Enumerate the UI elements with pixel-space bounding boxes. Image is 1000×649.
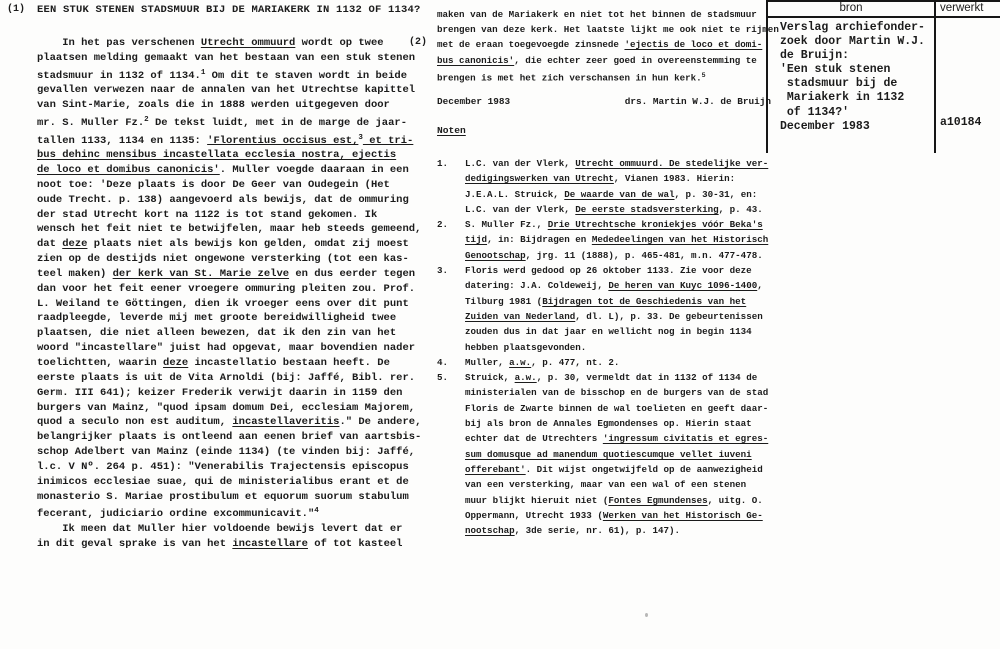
text-segment: dat bbox=[37, 238, 63, 251]
archive-code: a10184 bbox=[940, 116, 982, 129]
text-line bbox=[37, 415, 421, 430]
notes-list bbox=[437, 156, 768, 538]
text-line bbox=[780, 35, 934, 49]
text-segment: . Muller voegde daaraan in een bbox=[219, 164, 409, 177]
text-line bbox=[37, 430, 421, 445]
text-line bbox=[37, 208, 421, 223]
text-line bbox=[465, 324, 763, 339]
text-line bbox=[437, 37, 779, 52]
text-segment: Drie Utrechtsche kroniekjes vóór Beka's bbox=[547, 219, 763, 231]
text-segment: zien op de destijds niet ongewone versterking (tot een kas- bbox=[37, 253, 409, 266]
text-line bbox=[465, 294, 763, 309]
stamp-header-verwerkt: verwerkt bbox=[940, 2, 984, 14]
text-segment: Utrecht ommuurd. De stedelijke ver- bbox=[575, 158, 769, 169]
text-line bbox=[465, 493, 768, 508]
text-line bbox=[37, 148, 421, 163]
text-segment: mr. S. Muller Fz. bbox=[37, 116, 145, 129]
text-segment: noot toe: 'Deze plaats is door De Geer van Oudegein (Het bbox=[37, 178, 390, 191]
text-segment: oude Trecht. p. 138) aangevoerd als bewijs, dat de ommuring bbox=[37, 193, 409, 206]
text-segment: , Vianen 1983. Hierin: bbox=[613, 173, 736, 185]
text-segment: Floris werd gedood op 26 oktober 1133. Zie voor deze bbox=[465, 265, 752, 277]
text-segment: , in: Bijdragen en bbox=[487, 234, 592, 246]
text-line bbox=[37, 356, 421, 371]
note-text bbox=[465, 263, 763, 355]
text-line bbox=[465, 447, 768, 462]
footnote-ref: 2 bbox=[144, 115, 149, 124]
text-segment: dedigingswerken van Utrecht bbox=[465, 173, 614, 185]
text-segment: brengen is met het zich verschansen in hun kerk. bbox=[437, 72, 702, 84]
text-segment: fecerant, judiciario ordine excommunicavit." bbox=[37, 508, 315, 521]
text-segment: zoek door Martin W.J. bbox=[780, 35, 925, 49]
text-segment: inimicos ecclesiae suae, qui de ministerialibus erant et de bbox=[37, 475, 409, 488]
text-line bbox=[465, 462, 768, 477]
text-line bbox=[465, 431, 768, 446]
text-line bbox=[37, 297, 421, 312]
text-segment: , p. 30-31, en: bbox=[674, 188, 758, 200]
text-line bbox=[465, 370, 768, 385]
text-line bbox=[37, 267, 421, 282]
text-line bbox=[37, 163, 421, 178]
text-segment: woord "incastellare" juist had opgevat, maar bovendien nader bbox=[37, 342, 416, 355]
text-line bbox=[465, 232, 768, 247]
text-segment: gevallen verwezen naar de annalen van het Utrechtse kapittel bbox=[37, 84, 416, 97]
text-segment: Tilburg 1981 ( bbox=[465, 295, 543, 307]
text-segment: , bbox=[757, 280, 763, 292]
text-segment: Germ. III 641); keizer Frederik verwijt daarin in 1159 den bbox=[37, 386, 403, 399]
text-segment: tijd bbox=[465, 234, 488, 246]
text-line bbox=[437, 7, 779, 22]
text-line bbox=[37, 193, 421, 208]
text-line bbox=[37, 460, 421, 475]
text-segment: In het pas verschenen bbox=[37, 37, 201, 49]
text-line bbox=[780, 63, 934, 77]
text-line bbox=[780, 91, 934, 105]
text-line bbox=[37, 445, 421, 460]
text-segment: der stad Utrecht kort na 1122 is tot stand gekomen. Ik bbox=[37, 208, 378, 221]
text-segment: , p. 43. bbox=[718, 203, 763, 215]
text-line bbox=[465, 385, 768, 400]
note-item bbox=[437, 217, 768, 263]
column-marker-1: (1) bbox=[7, 4, 26, 15]
text-segment: toelichtten, waarin bbox=[37, 357, 164, 370]
text-segment: incastellaveritis bbox=[232, 416, 340, 429]
text-segment: l.c. V Nº. 264 p. 451): "Venerabilis Trajectensis episcopus bbox=[37, 460, 409, 473]
note-number: 5. bbox=[437, 372, 449, 384]
text-segment: en dus eerder tegen bbox=[289, 267, 416, 280]
text-segment: Struick, bbox=[465, 372, 515, 384]
text-segment: met de eraan toegevoegde zinsnede bbox=[437, 39, 625, 51]
text-line bbox=[37, 282, 421, 297]
notes-heading: Noten bbox=[437, 125, 466, 136]
footnote-ref: 4 bbox=[314, 507, 319, 516]
text-segment: Verslag archiefonder- bbox=[780, 21, 925, 34]
text-segment: wensch het feit niet te betwijfelen, maar heb steeds gemeend, bbox=[37, 223, 422, 236]
text-line bbox=[465, 416, 768, 431]
byline-row bbox=[437, 96, 771, 107]
text-segment: Mededeelingen van het Historisch bbox=[591, 234, 769, 246]
text-segment: ministerialen van de bisschop en de burgers van de stad bbox=[465, 387, 769, 399]
note-number: 3. bbox=[437, 265, 449, 277]
footnote-ref: 1 bbox=[200, 68, 206, 77]
text-line bbox=[37, 537, 421, 552]
text-segment: De tekst luidt, met in de marge de jaar- bbox=[148, 116, 407, 129]
text-line bbox=[37, 51, 421, 66]
text-segment: De eerste stadsversterking bbox=[575, 203, 719, 215]
text-line bbox=[37, 222, 421, 237]
text-line bbox=[37, 66, 421, 84]
text-segment: in dit geval sprake is van het bbox=[37, 537, 233, 550]
text-segment: Om dit te staven wordt in beide bbox=[205, 69, 407, 82]
text-line bbox=[780, 49, 934, 63]
text-line bbox=[37, 131, 421, 149]
text-segment: ." De andere, bbox=[339, 416, 422, 429]
text-line bbox=[37, 178, 421, 193]
text-segment: de loco et domibus canonicis' bbox=[37, 164, 220, 177]
stamp-cell-bron bbox=[768, 18, 936, 153]
text-segment: belangrijker plaats is ontleend aan eenen brief van aartsbis- bbox=[37, 431, 422, 444]
text-segment: zouden dus in dat jaar en wellicht nog in begin 1134 bbox=[465, 326, 752, 338]
text-line bbox=[465, 309, 763, 324]
text-segment: S. Muller Fz., bbox=[465, 219, 548, 231]
text-line bbox=[465, 263, 763, 278]
note-text bbox=[465, 217, 768, 263]
text-segment: dan voor het feit eener vroegere ommuring pleiten zou. Prof. bbox=[37, 282, 416, 295]
article-date: December 1983 bbox=[437, 96, 511, 107]
text-segment: plaats niet als bewijs kon gelden, omdat zij moest bbox=[87, 238, 409, 251]
note-number: 1. bbox=[437, 158, 449, 169]
text-segment: L.C. van der Vlerk, bbox=[465, 203, 576, 215]
text-segment: Fontes Egmundenses bbox=[608, 494, 708, 506]
text-segment: de Bruijn: bbox=[780, 49, 850, 63]
text-segment: van een versterking, maar van een wal of een stenen bbox=[465, 479, 747, 491]
text-line bbox=[780, 21, 934, 35]
note-item bbox=[437, 370, 768, 538]
text-segment: , p. 477, nt. 2. bbox=[531, 356, 620, 368]
scan-artifact bbox=[645, 613, 648, 617]
text-segment: J.E.A.L. Struick, bbox=[465, 188, 565, 200]
text-segment: et tri- bbox=[362, 134, 414, 147]
text-line bbox=[37, 252, 421, 267]
text-segment: L.C. van der Vlerk, bbox=[465, 158, 576, 169]
text-segment: De heren van Kuyc 1096-1400 bbox=[608, 280, 758, 292]
text-segment: stadsmuur in 1132 of 1134. bbox=[37, 69, 201, 82]
text-segment: . Dit wijst ongetwijfeld op de aanwezigheid bbox=[525, 463, 763, 475]
text-segment: eerste plaats is uit de Vita Arnoldi (bij: Jaffé, Bibl. rer. bbox=[37, 371, 416, 384]
text-segment: Floris de Zwarte binnen de wal toelieten en geeft daar- bbox=[465, 402, 769, 414]
text-line bbox=[437, 53, 779, 68]
article-author: drs. Martin W.J. de Bruijn bbox=[624, 96, 771, 107]
stamp-table-header-row bbox=[768, 2, 1000, 18]
text-line bbox=[37, 522, 421, 537]
text-line bbox=[37, 386, 421, 401]
text-segment: sum domusque ad manendum quotiescumque vellet iuveni bbox=[465, 448, 752, 460]
text-segment: , 3de serie, nr. 61), p. 147). bbox=[514, 525, 681, 537]
text-segment: plaatsen, die niet alleen bewezen, dat ik den zin van het bbox=[37, 327, 397, 340]
text-segment: Zuiden van Nederland bbox=[465, 310, 576, 322]
text-segment: Genootschap bbox=[465, 249, 526, 261]
text-segment: a.w. bbox=[509, 356, 532, 368]
text-line bbox=[37, 475, 421, 490]
text-segment: echter dat de Utrechters bbox=[465, 433, 603, 445]
text-line bbox=[437, 22, 779, 37]
stamp-cell-verwerkt bbox=[936, 18, 1000, 153]
text-segment: schop Adelbert van Mainz (einde 1134) (te vinden bij: Jaffé, bbox=[37, 446, 416, 459]
text-segment: Mariakerk in 1132 bbox=[780, 91, 905, 105]
text-segment: L. Weiland te Göttingen, dien ik vroeger eens over dit punt bbox=[37, 297, 409, 310]
text-segment: tallen 1133, 1134 en 1135: bbox=[37, 134, 208, 147]
text-line bbox=[465, 477, 768, 492]
text-segment: brengen van deze kerk. Het laatste lijkt me ook niet te rijmen bbox=[437, 24, 779, 36]
text-line bbox=[37, 401, 421, 416]
text-line bbox=[465, 248, 768, 263]
note-item bbox=[437, 156, 768, 217]
text-line bbox=[780, 120, 934, 134]
text-segment: incastellatio bestaan heeft. De bbox=[188, 357, 390, 370]
text-line bbox=[37, 341, 421, 356]
text-segment: muur blijkt hieruit niet ( bbox=[465, 494, 609, 506]
text-line bbox=[465, 217, 768, 232]
text-segment: burgers van Mainz, "quod ipsam domum Dei, ecclesiam Majorem, bbox=[37, 401, 416, 414]
text-segment: stadsmuur bij de bbox=[780, 77, 898, 91]
text-segment: 'Een stuk stenen bbox=[780, 63, 891, 77]
article-title: EEN STUK STENEN STADSMUUR BIJ DE MARIAKERK IN 1132 OF 1134? bbox=[37, 4, 421, 16]
text-line bbox=[465, 187, 768, 202]
text-line bbox=[37, 237, 421, 252]
footnote-ref: 5 bbox=[701, 70, 706, 79]
text-segment: der kerk van St. Marie zelve bbox=[112, 267, 290, 280]
text-segment: deze bbox=[62, 238, 88, 251]
text-segment: wordt op twee bbox=[295, 37, 384, 49]
text-segment: , uitg. O. bbox=[707, 494, 763, 506]
text-line bbox=[780, 77, 934, 91]
text-segment: offerebant' bbox=[465, 463, 526, 475]
text-segment: , die echter zeer goed in overeenstemming te bbox=[514, 54, 757, 66]
note-text bbox=[465, 156, 768, 217]
text-segment: Werken van het Historisch Ge- bbox=[602, 509, 763, 521]
stamp-header-bron: bron bbox=[768, 2, 936, 16]
text-segment: Oppermann, Utrecht 1933 ( bbox=[465, 509, 603, 521]
text-segment: deze bbox=[163, 357, 189, 370]
text-line bbox=[37, 36, 421, 51]
text-segment: van Sint-Marie, zoals die in 1888 werden uitgegeven door bbox=[37, 99, 390, 112]
text-line bbox=[465, 171, 768, 186]
note-item bbox=[437, 355, 768, 370]
text-segment: of tot kasteel bbox=[307, 537, 403, 550]
text-line bbox=[37, 490, 421, 505]
stamp-table bbox=[766, 0, 1000, 153]
text-segment: 'ingressum civitatis et egres- bbox=[602, 433, 769, 445]
text-segment: hebben plaatsgevonden. bbox=[465, 341, 587, 353]
text-segment: monasterio S. Mariae prostibulum et equorum suorum stabulum bbox=[37, 490, 409, 503]
text-segment: incastellare bbox=[232, 537, 308, 550]
text-line bbox=[37, 326, 421, 341]
text-segment: bus canonicis' bbox=[437, 54, 515, 66]
text-line bbox=[37, 504, 421, 522]
column-marker-2: (2) bbox=[409, 37, 428, 48]
text-segment: Utrecht ommuurd bbox=[200, 37, 296, 49]
text-line bbox=[37, 371, 421, 386]
text-segment: raadpleegde, leverde mij met groote bereidwilligheid twee bbox=[37, 312, 397, 325]
text-line bbox=[465, 156, 768, 171]
text-segment: , jrg. 11 (1888), p. 465-481, m.n. 477-478. bbox=[525, 249, 763, 261]
text-line bbox=[37, 311, 421, 326]
text-line bbox=[465, 355, 619, 370]
text-segment: plaatsen melding gemaakt van het bestaan van een stuk stenen bbox=[37, 51, 416, 64]
text-segment: , p. 30, vermeldt dat in 1132 of 1134 de bbox=[536, 372, 758, 384]
text-line bbox=[37, 113, 421, 131]
text-segment: December 1983 bbox=[780, 119, 870, 133]
text-segment: Muller, bbox=[465, 356, 510, 368]
text-line bbox=[37, 83, 421, 98]
text-segment: 'Florentius occisus est, bbox=[207, 134, 359, 147]
text-segment: 'ejectis de loco et domi- bbox=[624, 39, 763, 51]
text-segment: quod a seculo non est auditum, bbox=[37, 416, 233, 429]
text-segment: Bijdragen tot de Geschiedenis van het bbox=[542, 295, 747, 307]
text-line bbox=[465, 523, 768, 538]
stamp-table-body-row bbox=[768, 18, 1000, 153]
note-text bbox=[465, 370, 768, 538]
text-line bbox=[465, 508, 768, 523]
text-segment: bij als bron de Annales Egmondenses op. Hierin staat bbox=[465, 418, 752, 430]
text-line bbox=[437, 68, 779, 86]
footnote-ref: 3 bbox=[358, 133, 363, 142]
note-number: 2. bbox=[437, 219, 449, 231]
note-text bbox=[465, 355, 619, 370]
text-line bbox=[780, 106, 934, 120]
text-segment: bus dehinc mensibus incastellata ecclesia nostra, ejectis bbox=[37, 149, 397, 162]
text-line bbox=[37, 98, 421, 113]
text-segment: datering: J.A. Coldeweij, bbox=[465, 280, 609, 292]
text-segment: maken van de Mariakerk en niet tot het binnen de stadsmuur bbox=[437, 9, 757, 20]
article-left-column bbox=[37, 36, 421, 552]
article-middle-column bbox=[437, 7, 779, 85]
text-line bbox=[465, 278, 763, 293]
text-line bbox=[465, 340, 763, 355]
text-segment: nootschap bbox=[465, 525, 515, 537]
text-segment: a.w. bbox=[514, 372, 537, 384]
text-segment: teel maken) bbox=[37, 267, 113, 280]
text-segment: Ik meen dat Muller hier voldoende bewijs levert dat er bbox=[37, 523, 403, 536]
note-number: 4. bbox=[437, 356, 449, 368]
text-line bbox=[465, 401, 768, 416]
text-segment: , dl. L), p. 33. De gebeurtenissen bbox=[575, 310, 763, 322]
text-segment: De waarde van de wal bbox=[564, 188, 675, 200]
note-item bbox=[437, 263, 768, 355]
text-segment: of 1134?' bbox=[780, 105, 850, 119]
text-line bbox=[465, 202, 768, 217]
